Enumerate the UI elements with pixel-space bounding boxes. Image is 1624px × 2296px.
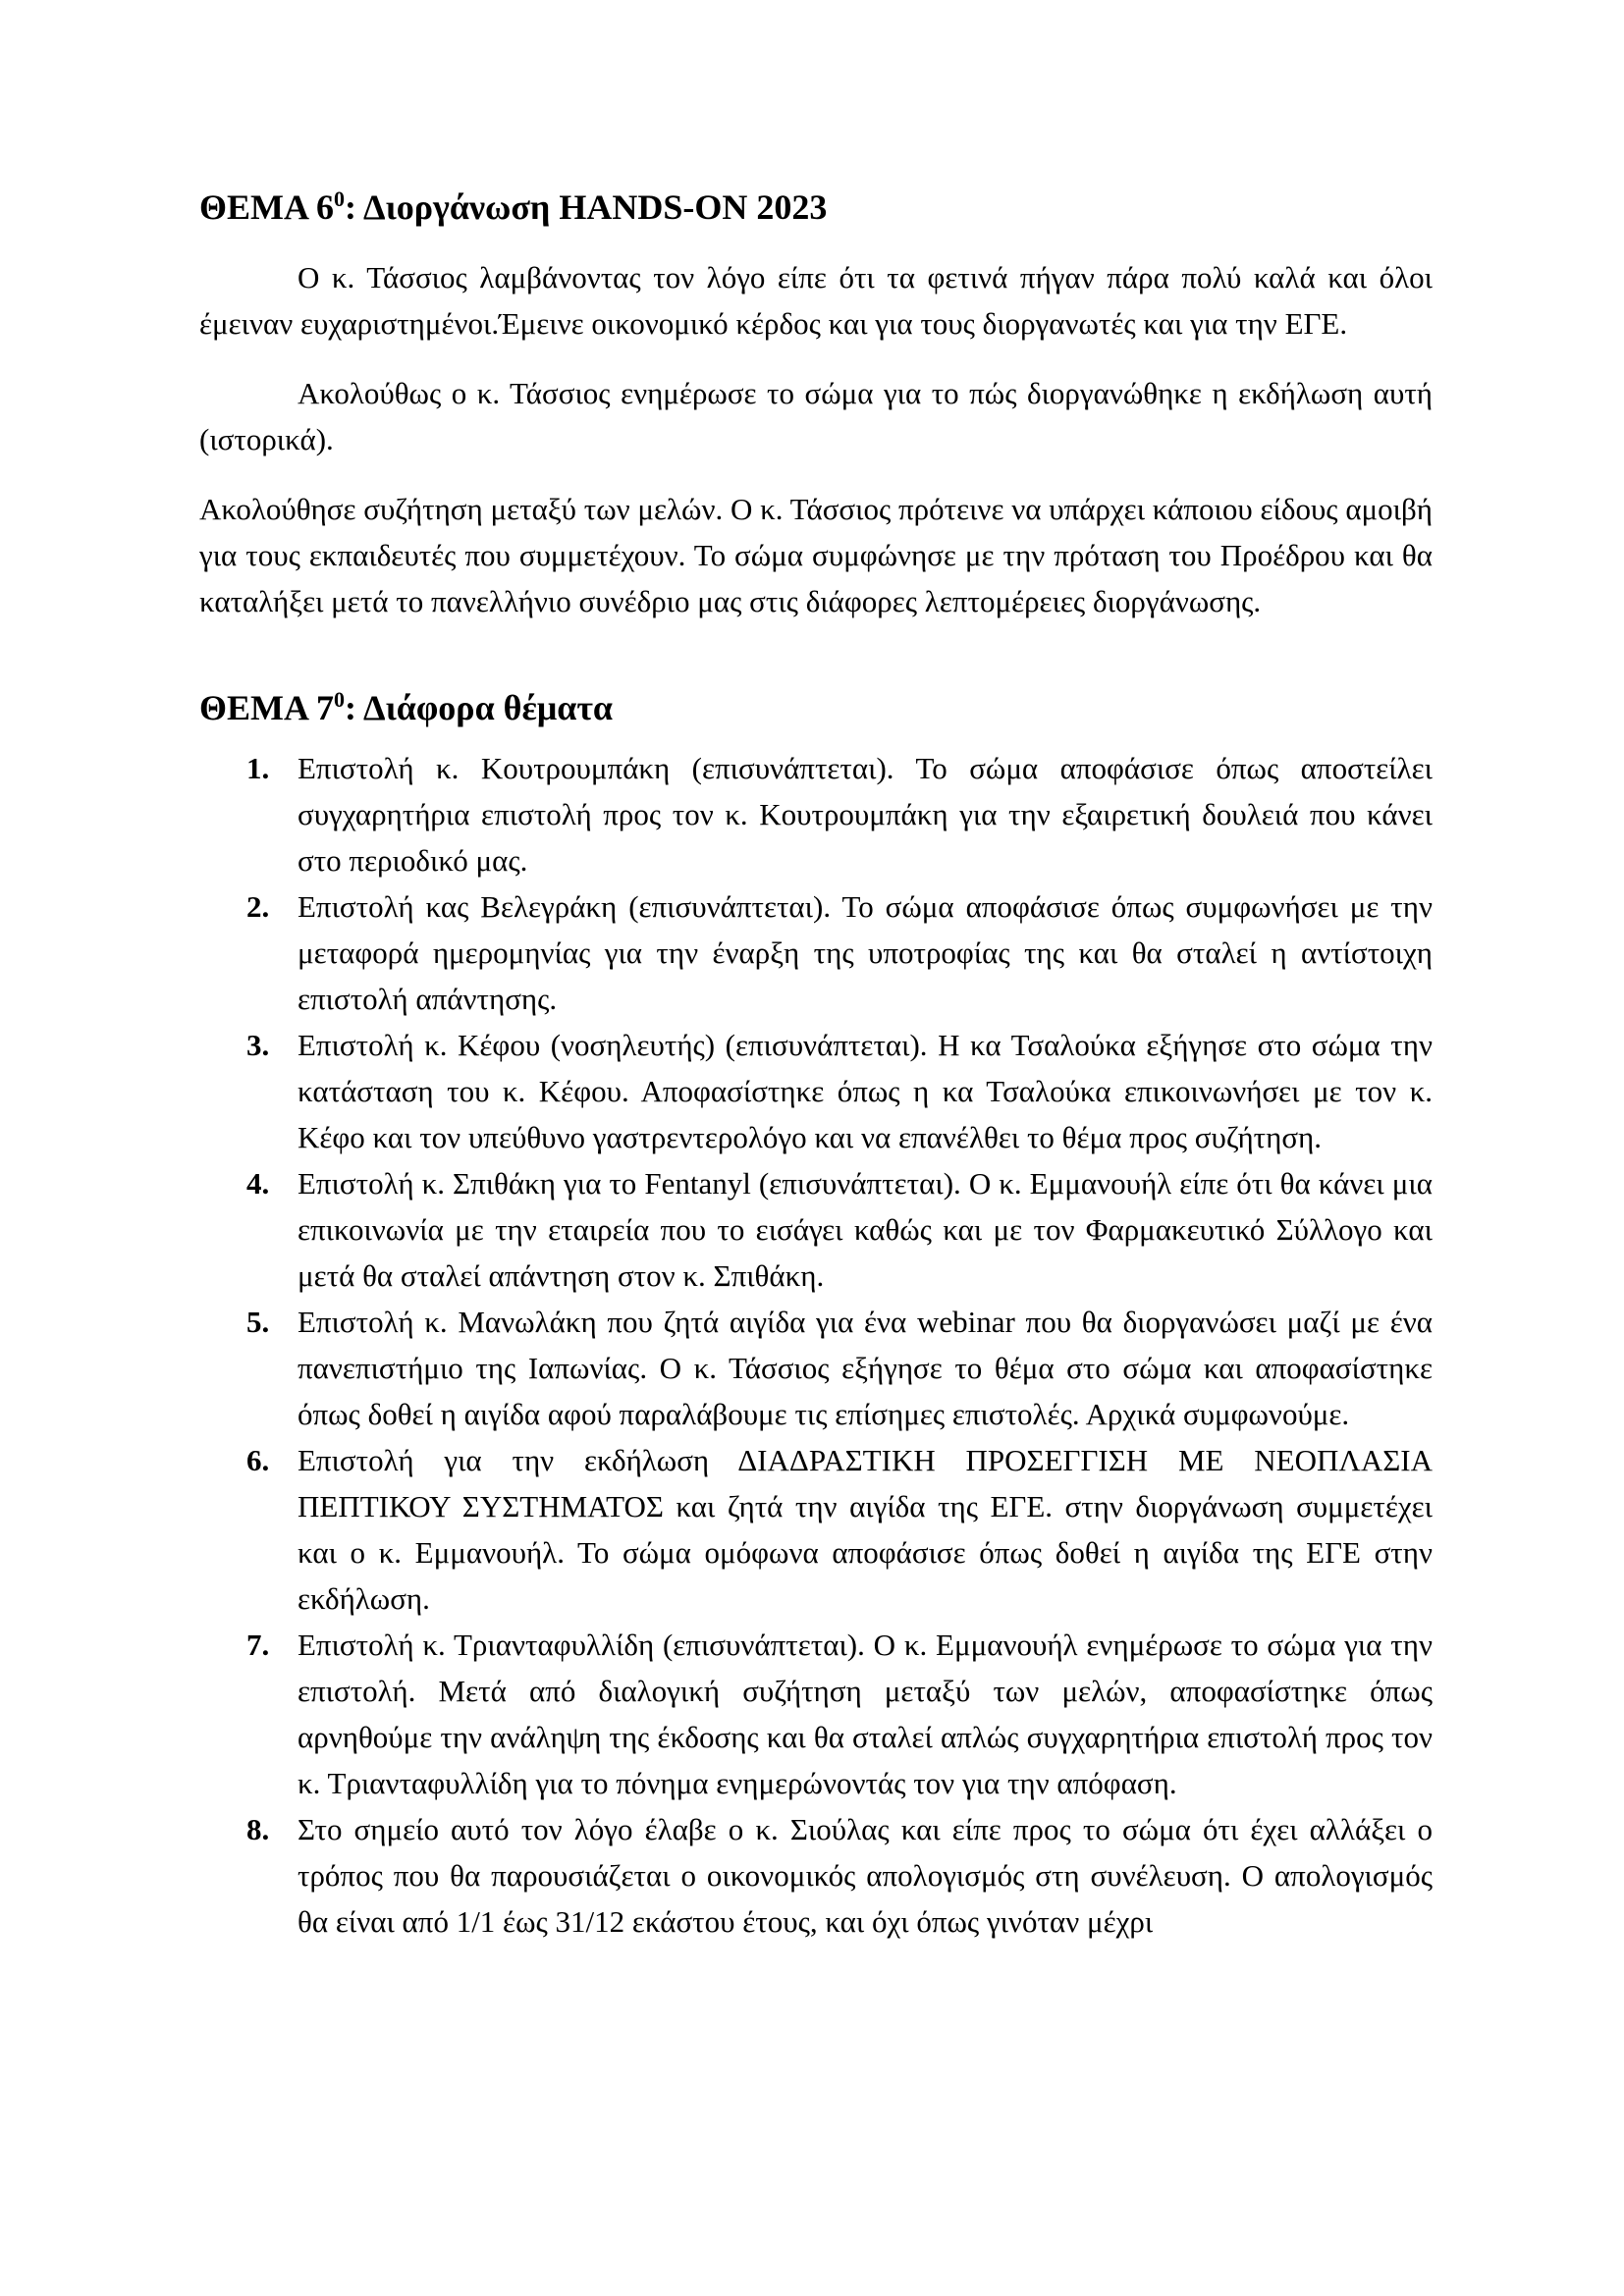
list-item-number: 4.	[246, 1166, 270, 1201]
list-item-text: Επιστολή για την εκδήλωση ΔΙΑΔΡΑΣΤΙΚΗ ΠΡΟΣΕΓΓΙΣΗ ΜΕ ΝΕΟΠΛΑΣΙΑ ΠΕΠΤΙΚΟΥ ΣΥΣΤΗΜΑΤΟΣ και ζητά την αιγίδα της ΕΓΕ. στην διοργάνωση συμμετέχει και ο κ. Εμμανουήλ. Το σώμα ομόφωνα αποφάσισε όπως δοθεί η αιγίδα της ΕΓΕ στην εκδήλωση.	[298, 1443, 1433, 1616]
heading-text: ΘΕΜΑ 6	[199, 187, 335, 227]
list-item-number: 6.	[246, 1443, 270, 1477]
heading-superscript: 0	[334, 687, 346, 712]
list-item-number: 2.	[246, 889, 270, 924]
list-item-text: Επιστολή κ. Κουτρουμπάκη (επισυνάπτεται). Το σώμα αποφάσισε όπως αποστείλει συγχαρητήρια επιστολή προς τον κ. Κουτρουμπάκη για την εξαιρετική δουλειά που κάνει στο περιοδικό μας.	[298, 751, 1433, 878]
paragraph: Ακολούθησε συζήτηση μεταξύ των μελών. Ο κ. Τάσσιος πρότεινε να υπάρχει κάποιου είδους αμοιβή για τους εκπαιδευτές που συμμετέχουν. Το σώμα συμφώνησε με την πρόταση του Προέδρου και θα καταλήξει μετά το πανελλήνιο συνέδριο μας στις διάφορες λεπτομέρειες διοργάνωσης.	[199, 492, 1433, 618]
list-item-text: Επιστολή κας Βελεγράκη (επισυνάπτεται). Το σώμα αποφάσισε όπως συμφωνήσει με την μεταφορά ημερομηνίας για την έναρξη της υποτροφίας της και θα σταλεί η αντίστοιχη επιστολή απάντησης.	[298, 889, 1433, 1016]
list-item	[199, 1299, 1433, 1437]
list-item-number: 7.	[246, 1628, 270, 1662]
theme-6-heading	[199, 185, 1433, 231]
list-item	[199, 1806, 1433, 1945]
theme-7-heading	[199, 685, 1433, 731]
heading-text: : Διοργάνωση HANDS-ON 2023	[345, 187, 828, 227]
paragraph: Ακολούθως ο κ. Τάσσιος ενημέρωσε το σώμα για το πώς διοργανώθηκε η εκδήλωση αυτή (ιστορικά).	[199, 376, 1433, 456]
list-item-number: 5.	[246, 1305, 270, 1339]
list-item-number: 8.	[246, 1812, 270, 1846]
heading-text: : Διάφορα θέματα	[345, 688, 614, 727]
heading-superscript: 0	[334, 187, 346, 211]
numbered-list	[199, 745, 1433, 1945]
list-item-text: Επιστολή κ. Μανωλάκη που ζητά αιγίδα για ένα webinar που θα διοργανώσει μαζί με ένα πανεπιστήμιο της Ιαπωνίας. Ο κ. Τάσσιος εξήγησε το θέμα στο σώμα και αποφασίστηκε όπως δοθεί η αιγίδα αφού παραλάβουμε τις επίσημες επιστολές. Αρχικά συμφωνούμε.	[298, 1305, 1433, 1431]
list-item-number: 1.	[246, 751, 270, 785]
list-item-text: Στο σημείο αυτό τον λόγο έλαβε ο κ. Σιούλας και είπε προς το σώμα ότι έχει αλλάξει ο τρόπος που θα παρουσιάζεται ο οικονομικός απολογισμός στη συνέλευση. Ο απολογισμός θα είναι από 1/1 έως 31/12 εκάστου έτους, και όχι όπως γινόταν μέχρι	[298, 1812, 1433, 1939]
list-item	[199, 1160, 1433, 1299]
list-item	[199, 1022, 1433, 1160]
list-item-number: 3.	[246, 1028, 270, 1062]
heading-text: ΘΕΜΑ 7	[199, 688, 335, 727]
list-item	[199, 1622, 1433, 1806]
list-item	[199, 745, 1433, 883]
list-item-text: Επιστολή κ. Σπιθάκη για το Fentanyl (επισυνάπτεται). Ο κ. Εμμανουήλ είπε ότι θα κάνει μια επικοινωνία με την εταιρεία που το εισάγει καθώς και με τον Φαρμακευτικό Σύλλογο και μετά θα σταλεί απάντηση στον κ. Σπιθάκη.	[298, 1166, 1433, 1293]
list-item	[199, 1437, 1433, 1622]
list-item-text: Επιστολή κ. Κέφου (νοσηλευτής) (επισυνάπτεται). Η κα Τσαλούκα εξήγησε στο σώμα την κατάσταση του κ. Κέφου. Αποφασίστηκε όπως η κα Τσαλούκα επικοινωνήσει με τον κ. Κέφο και τον υπεύθυνο γαστρεντερολόγο και να επανέλθει το θέμα προς συζήτηση.	[298, 1028, 1433, 1154]
list-item	[199, 883, 1433, 1022]
paragraph: Ο κ. Τάσσιος λαμβάνοντας τον λόγο είπε ότι τα φετινά πήγαν πάρα πολύ καλά και όλοι έμειναν ευχαριστημένοι.Έμεινε οικονομικό κέρδος και για τους διοργανωτές και για την ΕΓΕ.	[199, 260, 1433, 341]
list-item-text: Επιστολή κ. Τριανταφυλλίδη (επισυνάπτεται). Ο κ. Εμμανουήλ ενημέρωσε το σώμα για την επιστολή. Μετά από διαλογική συζήτηση μεταξύ των μελών, αποφασίστηκε όπως αρνηθούμε την ανάληψη της έκδοσης και θα σταλεί απλώς συγχαρητήρια επιστολή προς τον κ. Τριανταφυλλίδη για το πόνημα ενημερώνοντάς τον για την απόφαση.	[298, 1628, 1433, 1800]
